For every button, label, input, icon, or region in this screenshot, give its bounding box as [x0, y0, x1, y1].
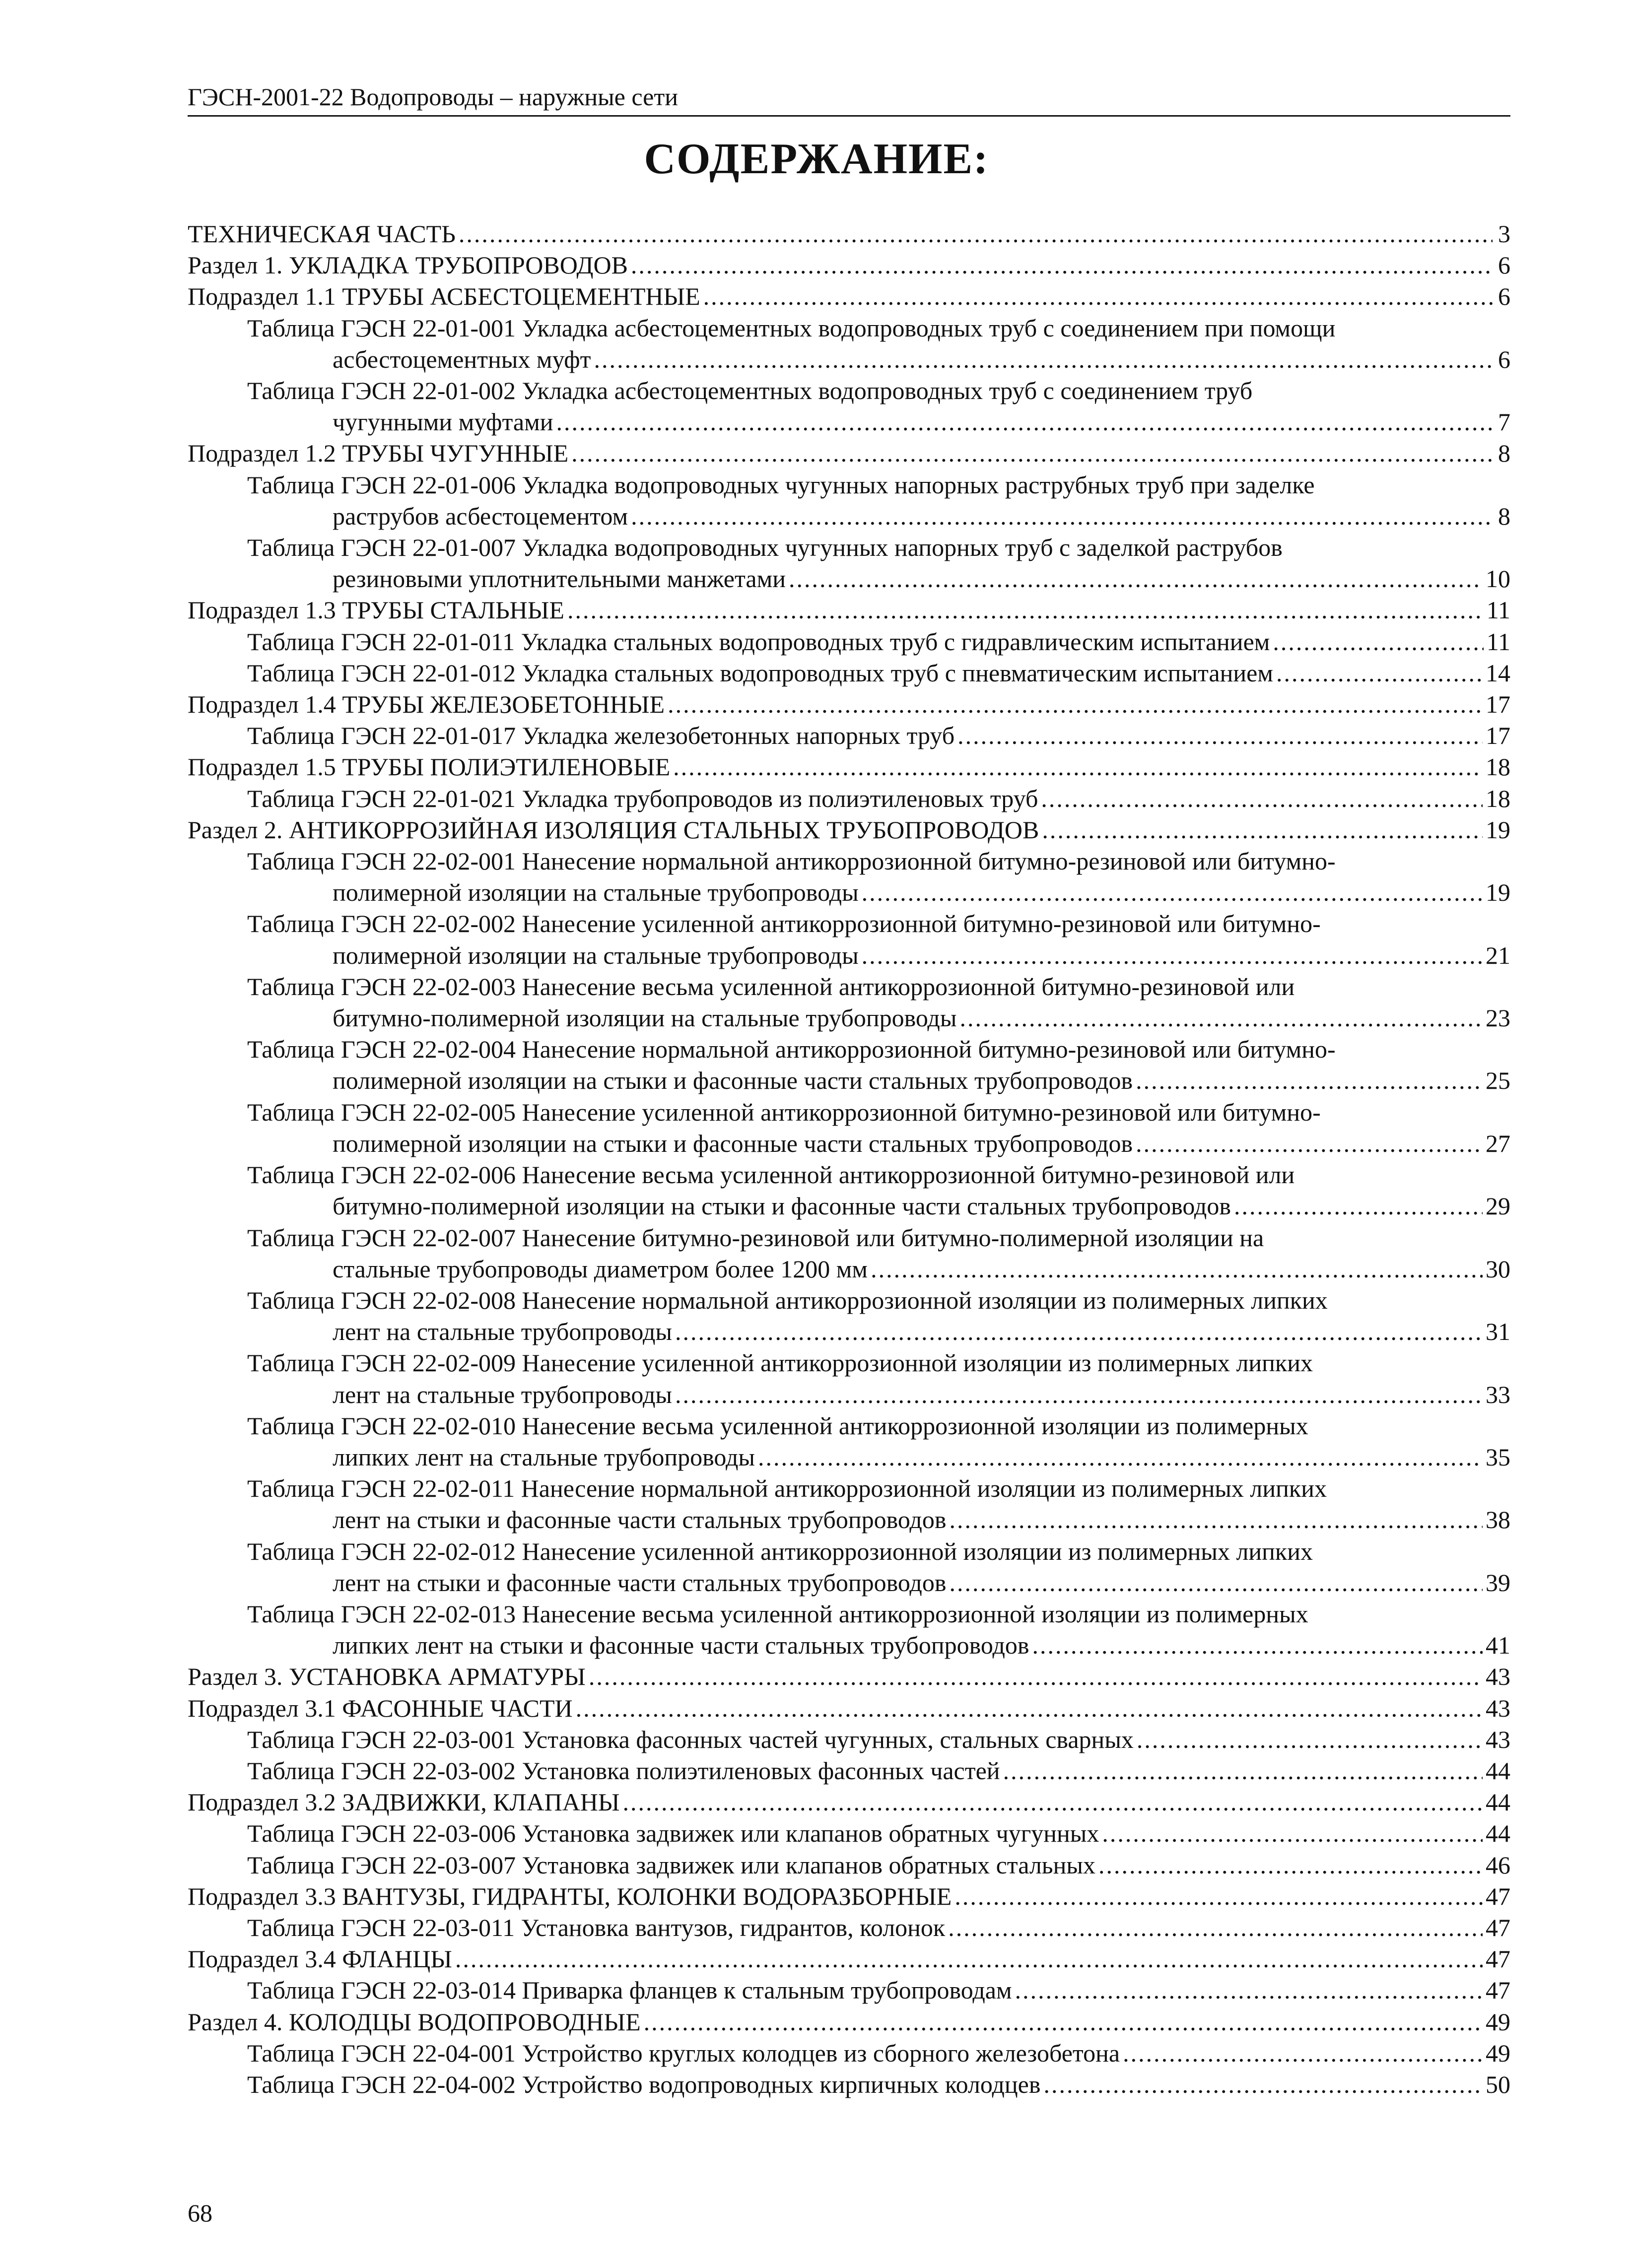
toc-page-number: 47 — [1486, 1882, 1510, 1910]
toc-entry-text: лент на стыки и фасонные части стальных трубопроводов — [333, 1568, 947, 1597]
toc-page-number: 30 — [1486, 1255, 1510, 1283]
toc-entry — [188, 1850, 1510, 1881]
toc-page-number: 47 — [1486, 1945, 1510, 1973]
toc-entry — [188, 2006, 1510, 2038]
toc-entry-text: стальные трубопроводы диаметром более 1200 мм — [333, 1255, 868, 1283]
dot-leader — [758, 1442, 1483, 1473]
dot-leader — [1137, 1724, 1483, 1755]
toc-page-number: 38 — [1486, 1506, 1510, 1534]
dot-leader — [954, 1881, 1483, 1912]
toc-entry — [188, 438, 1510, 469]
toc-page-number: 17 — [1486, 690, 1510, 719]
toc-entry — [188, 1755, 1510, 1787]
toc-entry — [188, 1881, 1510, 1912]
toc-page-number: 43 — [1486, 1694, 1510, 1722]
toc-page-number: 44 — [1486, 1819, 1510, 1848]
toc-entry-text: Таблица ГЭСН 22-02-010 Нанесение весьма усиленной антикоррозионной изоляции из полимерных — [247, 1411, 1308, 1440]
toc-page-number: 19 — [1486, 878, 1510, 907]
toc-page-number: 10 — [1486, 565, 1510, 593]
toc-page-number: 8 — [1498, 502, 1510, 530]
toc-page-number: 46 — [1486, 1851, 1510, 1879]
toc-entry-text: Таблица ГЭСН 22-02-002 Нанесение усиленной антикоррозионной битумно-резиновой или битумно- — [247, 910, 1321, 938]
toc-page-number: 29 — [1486, 1192, 1510, 1220]
dot-leader — [571, 438, 1493, 469]
dot-leader — [668, 689, 1483, 720]
toc-page-number: 35 — [1486, 1443, 1510, 1471]
toc-page-number: 49 — [1486, 2039, 1510, 2067]
toc-entry-text: Таблица ГЭСН 22-02-001 Нанесение нормальной антикоррозионной битумно-резиновой или битумно- — [247, 847, 1336, 875]
toc-page-number: 8 — [1498, 439, 1510, 467]
toc-entry — [188, 313, 1510, 375]
dot-leader — [675, 1316, 1483, 1347]
toc-page-number: 25 — [1486, 1067, 1510, 1095]
toc-entry-text: асбестоцементных муфт — [333, 345, 591, 373]
toc-page-number: 49 — [1486, 2007, 1510, 2036]
toc-entry-text: Таблица ГЭСН 22-02-013 Нанесение весьма усиленной антикоррозионной изоляции из полимерных — [247, 1600, 1308, 1628]
toc-entry-text: Подраздел 1.1 ТРУБЫ АСБЕСТОЦЕМЕНТНЫЕ — [188, 282, 700, 311]
dot-leader — [594, 344, 1493, 375]
table-of-contents — [188, 218, 1510, 2100]
toc-entry-text: Подраздел 1.4 ТРУБЫ ЖЕЛЕЗОБЕТОННЫЕ — [188, 690, 665, 719]
toc-entry-text: Подраздел 3.4 ФЛАНЦЫ — [188, 1945, 452, 1973]
toc-entry — [188, 281, 1510, 312]
toc-entry — [188, 1975, 1510, 2006]
toc-entry-text: Таблица ГЭСН 22-02-007 Нанесение битумно-резиновой или битумно-полимерной изоляции на — [247, 1223, 1264, 1252]
toc-page-number: 18 — [1486, 753, 1510, 781]
dot-leader — [673, 751, 1483, 783]
dot-leader — [576, 1693, 1483, 1724]
dot-leader — [1234, 1191, 1483, 1222]
toc-entry — [188, 1787, 1510, 1818]
toc-entry-text: чугунными муфтами — [333, 408, 553, 436]
toc-entry — [188, 1599, 1510, 1661]
toc-entry-text: полимерной изоляции на стальные трубопроводы — [333, 878, 859, 907]
toc-entry — [188, 908, 1510, 971]
toc-page-number: 18 — [1486, 784, 1510, 812]
toc-entry — [188, 658, 1510, 689]
toc-entry-text: битумно-полимерной изоляции на стыки и фасонные части стальных трубопроводов — [333, 1192, 1231, 1220]
dot-leader — [631, 501, 1493, 532]
dot-leader — [459, 218, 1493, 250]
toc-page-number: 19 — [1486, 815, 1510, 844]
dot-leader — [1098, 1850, 1483, 1881]
toc-entry — [188, 1536, 1510, 1599]
dot-leader — [623, 1787, 1483, 1818]
toc-page-number: 47 — [1486, 1976, 1510, 2004]
toc-page-number: 27 — [1486, 1129, 1510, 1157]
toc-entry — [188, 1097, 1510, 1159]
toc-entry-text: Раздел 3. УСТАНОВКА АРМАТУРЫ — [188, 1663, 586, 1691]
toc-entry — [188, 814, 1510, 846]
toc-entry-text: Таблица ГЭСН 22-01-007 Укладка водопроводных чугунных напорных труб с заделкой раструбов — [247, 534, 1283, 562]
toc-entry-text: Раздел 1. УКЛАДКА ТРУБОПРОВОДОВ — [188, 251, 628, 279]
toc-entry-text: Раздел 2. АНТИКОРРОЗИЙНАЯ ИЗОЛЯЦИЯ СТАЛЬНЫХ ТРУБОПРОВОДОВ — [188, 815, 1039, 844]
toc-entry — [188, 1473, 1510, 1535]
dot-leader — [1136, 1065, 1483, 1096]
toc-page-number: 6 — [1498, 282, 1510, 311]
toc-entry-text: Подраздел 3.3 ВАНТУЗЫ, ГИДРАНТЫ, КОЛОНКИ ВОДОРАЗБОРНЫЕ — [188, 1882, 952, 1910]
dot-leader — [1273, 626, 1483, 658]
dot-leader — [957, 720, 1483, 751]
running-header: ГЭСН-2001-22 Водопроводы – наружные сети — [188, 79, 1510, 117]
dot-leader — [675, 1379, 1483, 1410]
dot-leader — [1041, 783, 1483, 814]
toc-entry-text: Подраздел 1.2 ТРУБЫ ЧУГУННЫЕ — [188, 439, 569, 467]
toc-entry-text: Таблица ГЭСН 22-03-007 Установка задвижек или клапанов обратных стальных — [247, 1851, 1095, 1879]
toc-entry — [188, 689, 1510, 720]
dot-leader — [556, 406, 1493, 438]
toc-page-number: 21 — [1486, 941, 1510, 969]
toc-page-number: 43 — [1486, 1663, 1510, 1691]
toc-page-number: 7 — [1498, 408, 1510, 436]
dot-leader — [567, 595, 1484, 626]
toc-entry-text: резиновыми уплотнительными манжетами — [333, 565, 786, 593]
toc-entry-text: Таблица ГЭСН 22-02-012 Нанесение усиленной антикоррозионной изоляции из полимерных липких — [247, 1537, 1313, 1565]
dot-leader — [949, 1567, 1483, 1599]
toc-entry-text: Таблица ГЭСН 22-04-001 Устройство круглых колодцев из сборного железобетона — [247, 2039, 1120, 2067]
dot-leader — [644, 2006, 1483, 2038]
toc-page-number: 47 — [1486, 1913, 1510, 1941]
dot-leader — [862, 877, 1483, 908]
toc-entry — [188, 846, 1510, 908]
toc-entry — [188, 2069, 1510, 2100]
dot-leader — [703, 281, 1493, 312]
dot-leader — [862, 940, 1483, 971]
toc-page-number: 6 — [1498, 345, 1510, 373]
toc-entry-text: Таблица ГЭСН 22-02-003 Нанесение весьма усиленной антикоррозионной битумно-резиновой или — [247, 972, 1295, 1001]
toc-entry — [188, 250, 1510, 281]
dot-leader — [948, 1912, 1483, 1943]
dot-leader — [1015, 1975, 1483, 2006]
toc-entry — [188, 626, 1510, 658]
toc-entry-text: Подраздел 3.2 ЗАДВИЖКИ, КЛАПАНЫ — [188, 1788, 620, 1816]
dot-leader — [1032, 1630, 1483, 1661]
toc-entry-text: Таблица ГЭСН 22-01-002 Укладка асбестоцементных водопроводных труб с соединением труб — [247, 377, 1253, 405]
toc-entry-text: полимерной изоляции на стыки и фасонные части стальных трубопроводов — [333, 1129, 1133, 1157]
toc-entry-text: Подраздел 1.3 ТРУБЫ СТАЛЬНЫЕ — [188, 596, 564, 624]
dot-leader — [871, 1254, 1483, 1285]
toc-page-number: 44 — [1486, 1756, 1510, 1785]
toc-entry — [188, 1034, 1510, 1096]
dot-leader — [1136, 1128, 1483, 1159]
dot-leader — [949, 1504, 1483, 1535]
toc-entry — [188, 1943, 1510, 1975]
toc-entry-text: Таблица ГЭСН 22-02-009 Нанесение усиленной антикоррозионной изоляции из полимерных липких — [247, 1349, 1313, 1377]
toc-entry-text: Таблица ГЭСН 22-01-006 Укладка водопроводных чугунных напорных раструбных труб при заделке — [247, 470, 1315, 499]
toc-page-number: 11 — [1486, 627, 1510, 656]
toc-entry-text: Таблица ГЭСН 22-02-011 Нанесение нормальной антикоррозионной изоляции из полимерных липких — [247, 1474, 1327, 1503]
dot-leader — [1102, 1818, 1483, 1849]
toc-entry-text: Подраздел 1.5 ТРУБЫ ПОЛИЭТИЛЕНОВЫЕ — [188, 753, 671, 781]
toc-entry-text: Таблица ГЭСН 22-03-006 Установка задвижек или клапанов обратных чугунных — [247, 1819, 1099, 1848]
toc-entry-text: Таблица ГЭСН 22-01-012 Укладка стальных водопроводных труб с пневматическим испытанием — [247, 659, 1273, 687]
toc-entry — [188, 1693, 1510, 1724]
page-number: 68 — [188, 2199, 212, 2227]
toc-entry-text: раструбов асбестоцементом — [333, 502, 628, 530]
toc-entry-text: битумно-полимерной изоляции на стальные трубопроводы — [333, 1004, 957, 1032]
toc-page-number: 6 — [1498, 251, 1510, 279]
toc-entry-text: Таблица ГЭСН 22-02-008 Нанесение нормальной антикоррозионной изоляции из полимерных липких — [247, 1286, 1328, 1314]
toc-entry-text: Таблица ГЭСН 22-01-011 Укладка стальных водопроводных труб с гидравлическим испытанием — [247, 627, 1270, 656]
toc-entry-text: Таблица ГЭСН 22-01-017 Укладка железобетонных напорных труб — [247, 722, 955, 750]
toc-entry-text: Таблица ГЭСН 22-04-002 Устройство водопроводных кирпичных колодцев — [247, 2070, 1041, 2098]
toc-entry — [188, 1222, 1510, 1285]
toc-entry — [188, 375, 1510, 438]
dot-leader — [1042, 814, 1483, 846]
toc-entry-text: Раздел 4. КОЛОДЦЫ ВОДОПРОВОДНЫЕ — [188, 2007, 641, 2036]
dot-leader — [589, 1661, 1483, 1692]
toc-entry-text: Подраздел 3.1 ФАСОННЫЕ ЧАСТИ — [188, 1694, 573, 1722]
toc-entry-text: полимерной изоляции на стальные трубопроводы — [333, 941, 859, 969]
toc-page-number: 14 — [1486, 659, 1510, 687]
toc-entry-text: Таблица ГЭСН 22-01-001 Укладка асбестоцементных водопроводных труб с соединением при помощи — [247, 314, 1336, 342]
dot-leader — [1043, 2069, 1483, 2100]
toc-page-number: 23 — [1486, 1004, 1510, 1032]
toc-page-number: 17 — [1486, 722, 1510, 750]
toc-page-number: 31 — [1486, 1318, 1510, 1346]
toc-entry — [188, 2038, 1510, 2069]
dot-leader — [1003, 1755, 1483, 1787]
toc-page-number: 11 — [1486, 596, 1510, 624]
toc-entry — [188, 218, 1510, 250]
toc-entry-text: ТЕХНИЧЕСКАЯ ЧАСТЬ — [188, 220, 456, 248]
dot-leader — [789, 563, 1483, 595]
toc-page-number: 44 — [1486, 1788, 1510, 1816]
toc-entry-text: Таблица ГЭСН 22-03-014 Приварка фланцев к стальным трубопроводам — [247, 1976, 1012, 2004]
dot-leader — [455, 1943, 1483, 1975]
toc-entry-text: лент на стыки и фасонные части стальных трубопроводов — [333, 1506, 947, 1534]
toc-entry — [188, 751, 1510, 783]
dot-leader — [1123, 2038, 1483, 2069]
toc-page-number: 50 — [1486, 2070, 1510, 2098]
toc-entry-text: лент на стальные трубопроводы — [333, 1318, 672, 1346]
toc-entry-text: полимерной изоляции на стыки и фасонные части стальных трубопроводов — [333, 1067, 1133, 1095]
toc-entry-text: Таблица ГЭСН 22-01-021 Укладка трубопроводов из полиэтиленовых труб — [247, 784, 1038, 812]
toc-entry — [188, 1661, 1510, 1692]
toc-page-number: 33 — [1486, 1380, 1510, 1408]
toc-page-number: 3 — [1498, 220, 1510, 248]
toc-entry-text: Таблица ГЭСН 22-02-005 Нанесение усиленной антикоррозионной битумно-резиновой или битумно- — [247, 1098, 1321, 1126]
toc-entry — [188, 1724, 1510, 1755]
dot-leader — [959, 1002, 1483, 1034]
toc-entry-text: Таблица ГЭСН 22-03-001 Установка фасонных частей чугунных, стальных сварных — [247, 1725, 1134, 1753]
toc-entry — [188, 469, 1510, 532]
toc-entry — [188, 532, 1510, 595]
page-title: СОДЕРЖАНИЕ: — [644, 135, 989, 183]
dot-leader — [1276, 658, 1483, 689]
toc-page-number: 39 — [1486, 1568, 1510, 1597]
toc-entry — [188, 783, 1510, 814]
toc-entry — [188, 595, 1510, 626]
toc-entry — [188, 1912, 1510, 1943]
toc-entry — [188, 1818, 1510, 1849]
toc-entry — [188, 971, 1510, 1034]
toc-page-number: 41 — [1486, 1631, 1510, 1660]
toc-entry — [188, 1159, 1510, 1222]
toc-entry-text: Таблица ГЭСН 22-02-006 Нанесение весьма усиленной антикоррозионной битумно-резиновой или — [247, 1161, 1295, 1189]
toc-entry-text: липких лент на стыки и фасонные части стальных трубопроводов — [333, 1631, 1029, 1660]
toc-entry-text: Таблица ГЭСН 22-02-004 Нанесение нормальной антикоррозионной битумно-резиновой или битумно- — [247, 1035, 1336, 1064]
toc-entry — [188, 720, 1510, 751]
toc-page-number: 43 — [1486, 1725, 1510, 1753]
toc-entry-text: Таблица ГЭСН 22-03-002 Установка полиэтиленовых фасонных частей — [247, 1756, 1000, 1785]
toc-entry-text: лент на стальные трубопроводы — [333, 1380, 672, 1408]
toc-entry — [188, 1410, 1510, 1473]
toc-entry — [188, 1285, 1510, 1347]
toc-entry-text: Таблица ГЭСН 22-03-011 Установка вантузов, гидрантов, колонок — [247, 1913, 946, 1941]
dot-leader — [631, 250, 1493, 281]
toc-entry — [188, 1347, 1510, 1410]
toc-entry-text: липких лент на стальные трубопроводы — [333, 1443, 755, 1471]
